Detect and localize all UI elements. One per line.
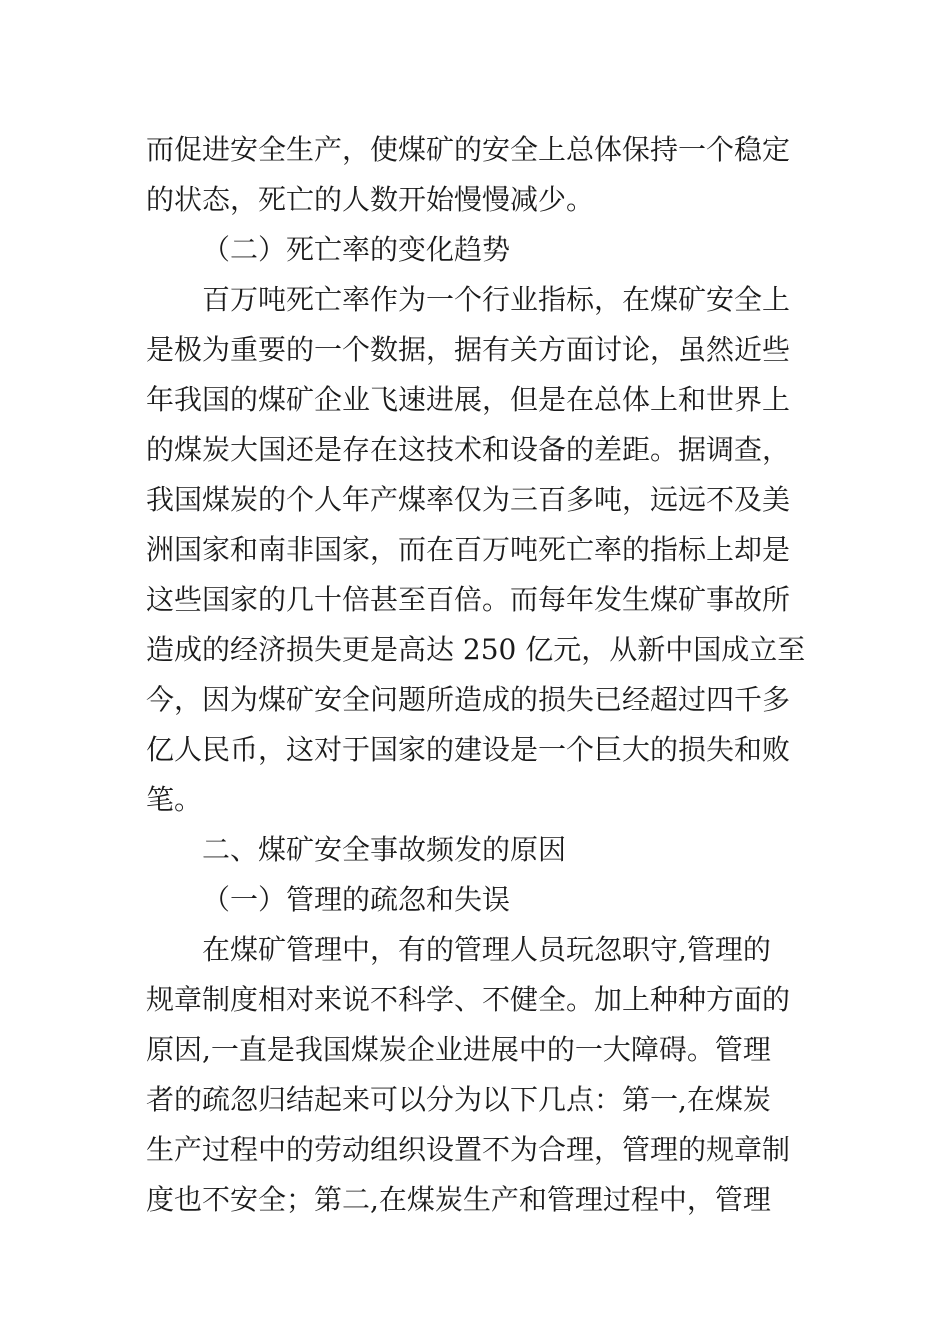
text-line: 笔。 [146,783,203,816]
text-line: 而促进安全生产，使煤矿的安全上总体保持一个稳定 [146,133,791,166]
text-line: 原因,一直是我国煤炭企业进展中的一大障碍。管理 [146,1033,771,1066]
text-line: 度也不安全；第二,在煤炭生产和管理过程中，管理 [146,1183,771,1216]
text-line: 我国煤炭的个人年产煤率仅为三百多吨，远远不及美 [146,483,791,516]
text-line: 这些国家的几十倍甚至百倍。而每年发生煤矿事故所 [146,583,791,616]
text-line: 今，因为煤矿安全问题所造成的损失已经超过四千多 [146,683,791,716]
text-line: 的煤炭大国还是存在这技术和设备的差距。据调查， [146,433,791,466]
text-line: 生产过程中的劳动组织设置不为合理，管理的规章制 [146,1133,791,1166]
text-line: 洲国家和南非国家，而在百万吨死亡率的指标上却是 [146,533,791,566]
text-line: 亿人民币，这对于国家的建设是一个巨大的损失和败 [146,733,791,766]
text-line: 年我国的煤矿企业飞速进展，但是在总体上和世界上 [146,383,791,416]
section-heading: 二、煤矿安全事故频发的原因 [202,833,567,866]
text-line: 是极为重要的一个数据，据有关方面讨论，虽然近些 [146,333,791,366]
paragraph-first-line: 百万吨死亡率作为一个行业指标，在煤矿安全上 [202,283,791,316]
paragraph-first-line: 在煤矿管理中，有的管理人员玩忽职守,管理的 [202,933,771,966]
text-line: 造成的经济损失更是高达 250 亿元，从新中国成立至 [146,633,806,666]
text-line: 规章制度相对来说不科学、不健全。加上种种方面的 [146,983,791,1016]
text-line: 者的疏忽归结起来可以分为以下几点：第一,在煤炭 [146,1083,771,1116]
subsection-heading: （一）管理的疏忽和失误 [202,883,511,916]
text-line: 的状态，死亡的人数开始慢慢减少。 [146,183,595,216]
subsection-heading: （二）死亡率的变化趋势 [202,233,511,266]
